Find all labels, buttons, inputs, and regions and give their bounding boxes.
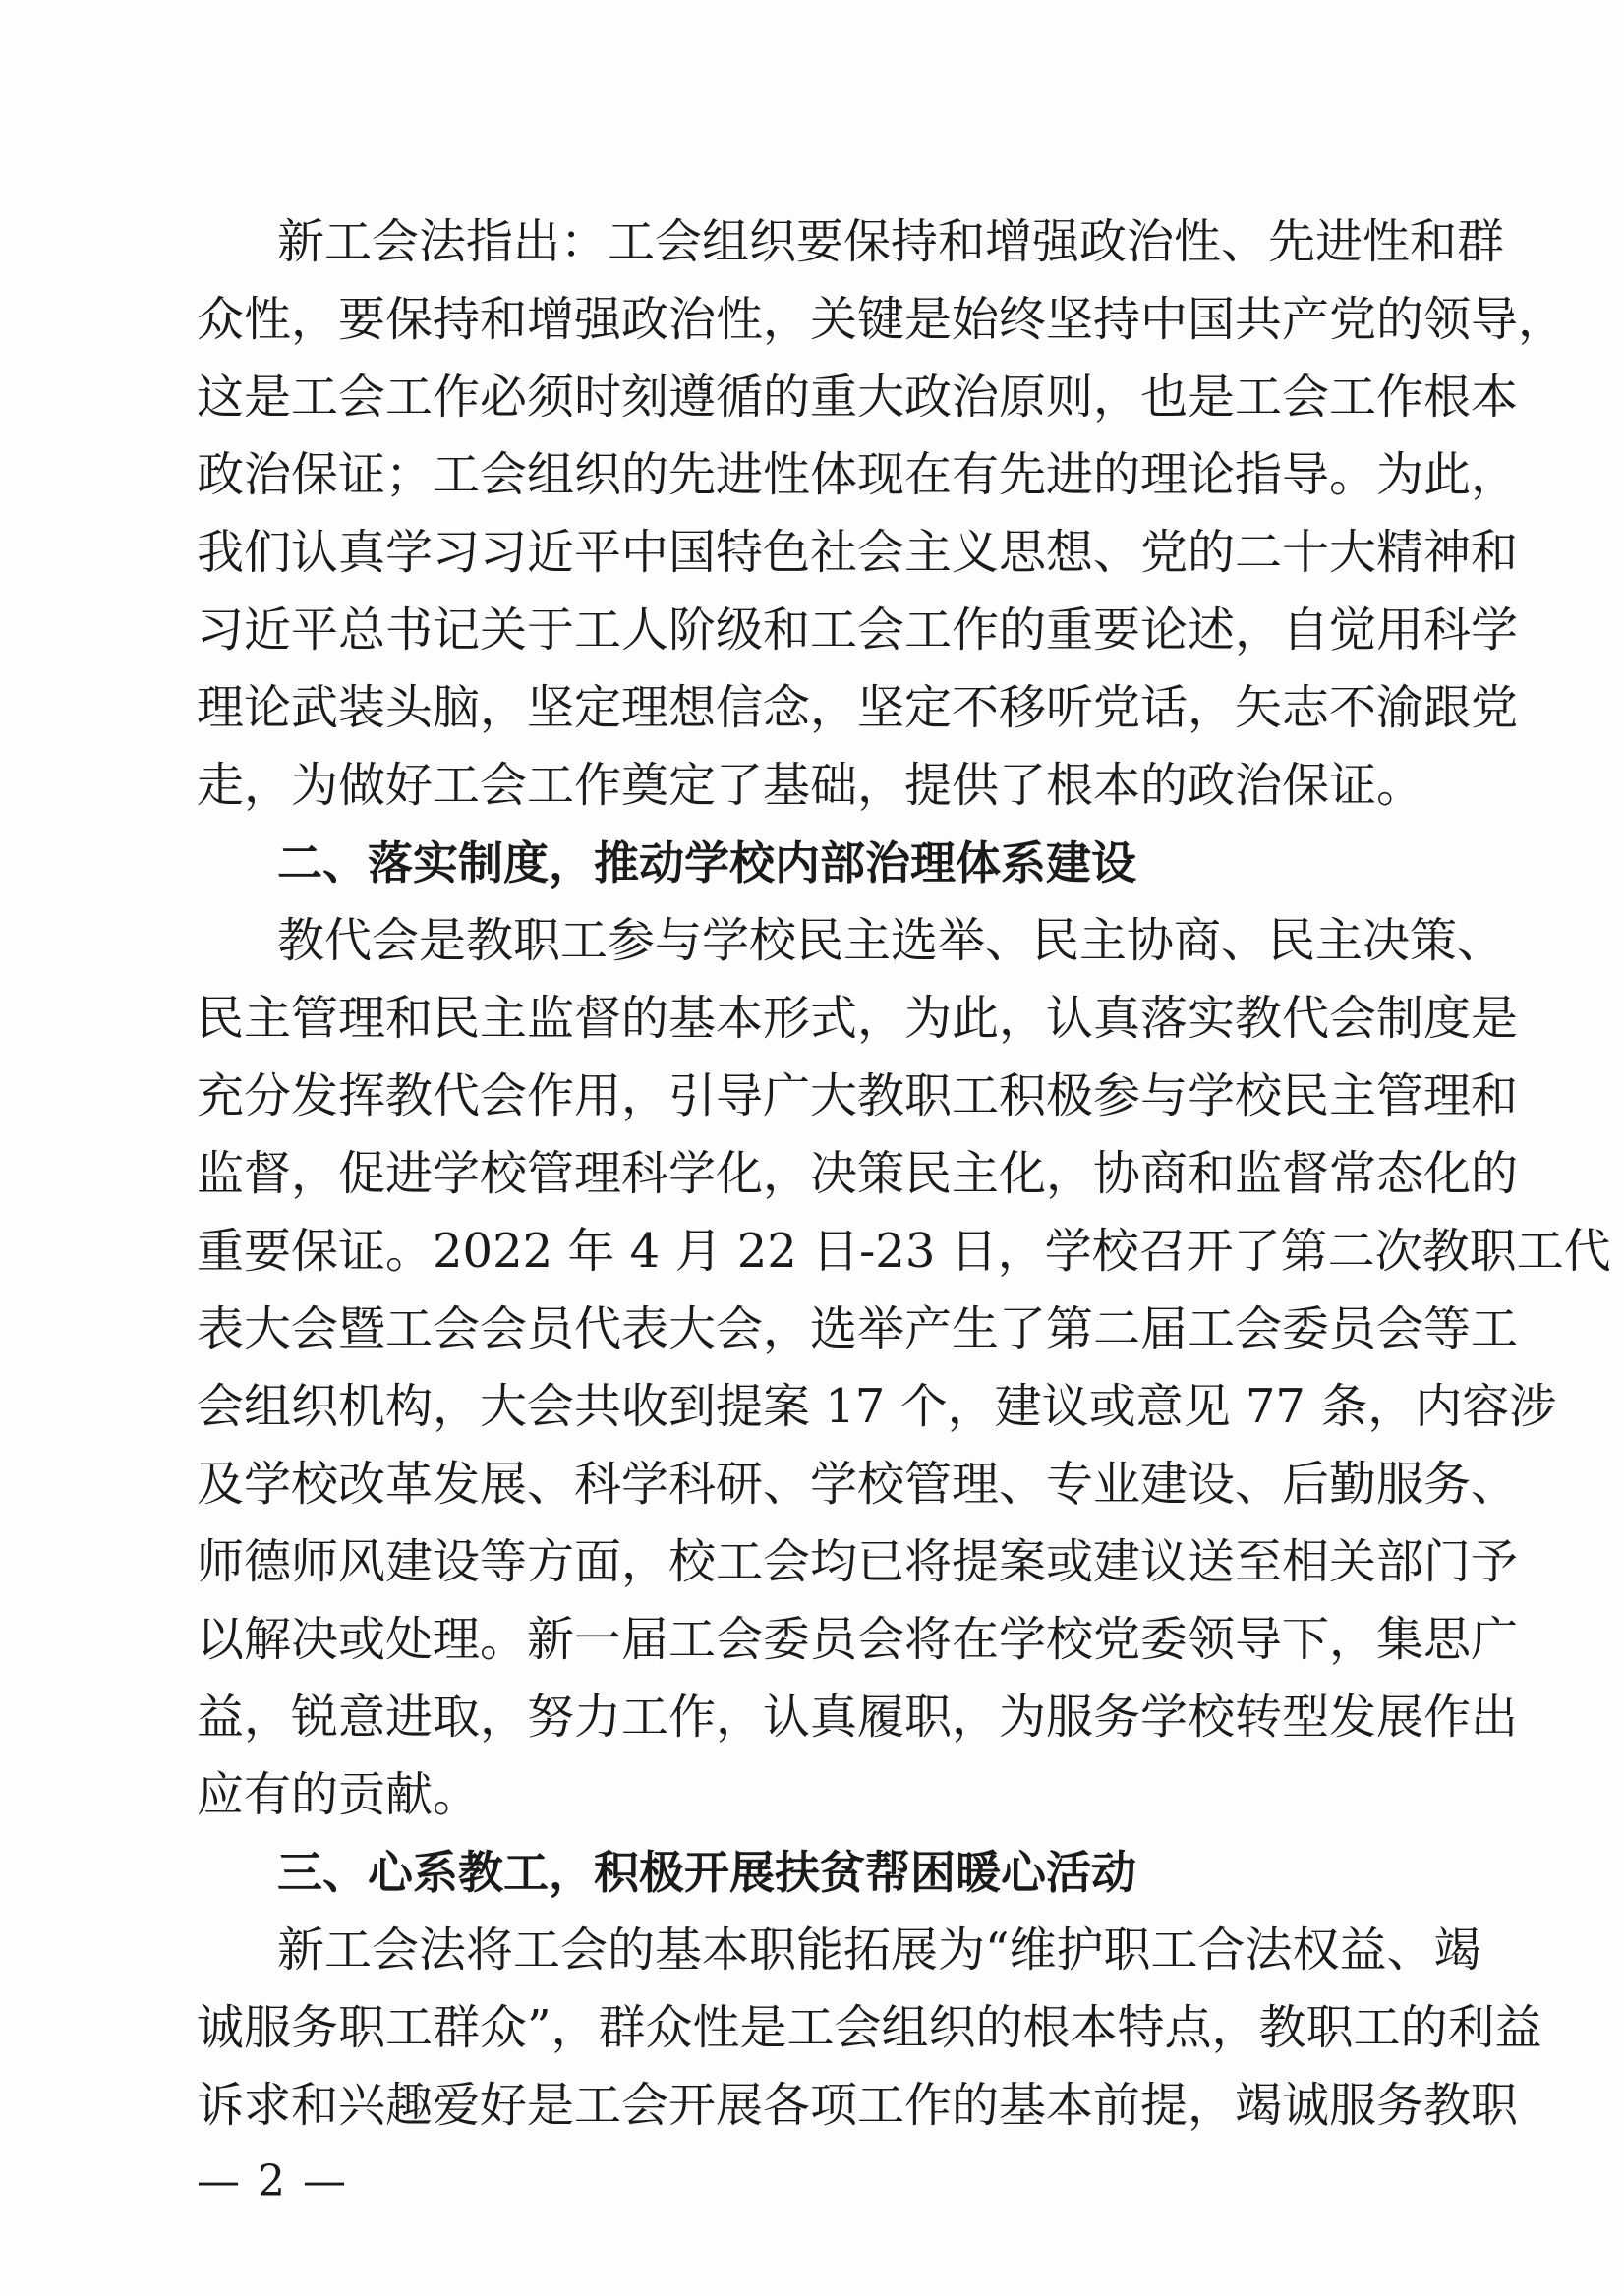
paragraph-line: 诉求和兴趣爱好是工会开展各项工作的基本前提，竭诚服务教职 [197, 2078, 1519, 2133]
paragraph-line: 诚服务职工群众”，群众性是工会组织的根本特点，教职工的利益 [197, 2000, 1542, 2055]
paragraph-line: 及学校改革发展、科学科研、学校管理、专业建设、后勤服务、 [197, 1457, 1519, 1512]
paragraph-line: 这是工会工作必须时刻遵循的重大政治原则，也是工会工作根本 [197, 370, 1519, 425]
section-heading: 三、心系教工，积极开展扶贫帮困暖心活动 [277, 1846, 1136, 1899]
paragraph-line: 政治保证；工会组织的先进性体现在有先进的理论指导。为此， [197, 447, 1519, 502]
section-heading: 二、落实制度，推动学校内部治理体系建设 [277, 836, 1136, 890]
paragraph-line: 新工会法指出：工会组织要保持和增强政治性、先进性和群 [277, 214, 1505, 269]
paragraph-line: 师德师风建设等方面，校工会均已将提案或建议送至相关部门予 [197, 1534, 1519, 1589]
paragraph-line: 民主管理和民主监督的基本形式，为此，认真落实教代会制度是 [197, 991, 1519, 1046]
paragraph-line: 我们认真学习习近平中国特色社会主义思想、党的二十大精神和 [197, 525, 1519, 580]
page-number: — 2 — [197, 2156, 348, 2207]
paragraph-line: 众性，要保持和增强政治性，关键是始终坚持中国共产党的领导， [197, 292, 1566, 347]
paragraph-line: 充分发挥教代会作用，引导广大教职工积极参与学校民主管理和 [197, 1068, 1519, 1123]
paragraph-line: 益，锐意进取，努力工作，认真履职，为服务学校转型发展作出 [197, 1690, 1519, 1745]
paragraph-line: 会组织机构，大会共收到提案 17 个，建议或意见 77 条，内容涉 [197, 1379, 1557, 1434]
paragraph-line: 表大会暨工会会员代表大会，选举产生了第二届工会委员会等工 [197, 1301, 1519, 1356]
paragraph-line: 习近平总书记关于工人阶级和工会工作的重要论述，自觉用科学 [197, 603, 1519, 658]
paragraph-line: 以解决或处理。新一届工会委员会将在学校党委领导下，集思广 [197, 1612, 1519, 1667]
paragraph-line: 新工会法将工会的基本职能拓展为“维护职工合法权益、竭 [277, 1923, 1481, 1978]
paragraph-line: 理论武装头脑，坚定理想信念，坚定不移听党话，矢志不渝跟党 [197, 680, 1519, 735]
paragraph-line: 重要保证。2022 年 4 月 22 日-23 日，学校召开了第二次教职工代 [197, 1224, 1611, 1279]
paragraph-line: 教代会是教职工参与学校民主选举、民主协商、民主决策、 [277, 913, 1505, 968]
paragraph-line: 应有的贡献。 [197, 1767, 481, 1822]
paragraph-line: 监督，促进学校管理科学化，决策民主化，协商和监督常态化的 [197, 1146, 1519, 1201]
paragraph-line: 走，为做好工会工作奠定了基础，提供了根本的政治保证。 [197, 758, 1424, 813]
